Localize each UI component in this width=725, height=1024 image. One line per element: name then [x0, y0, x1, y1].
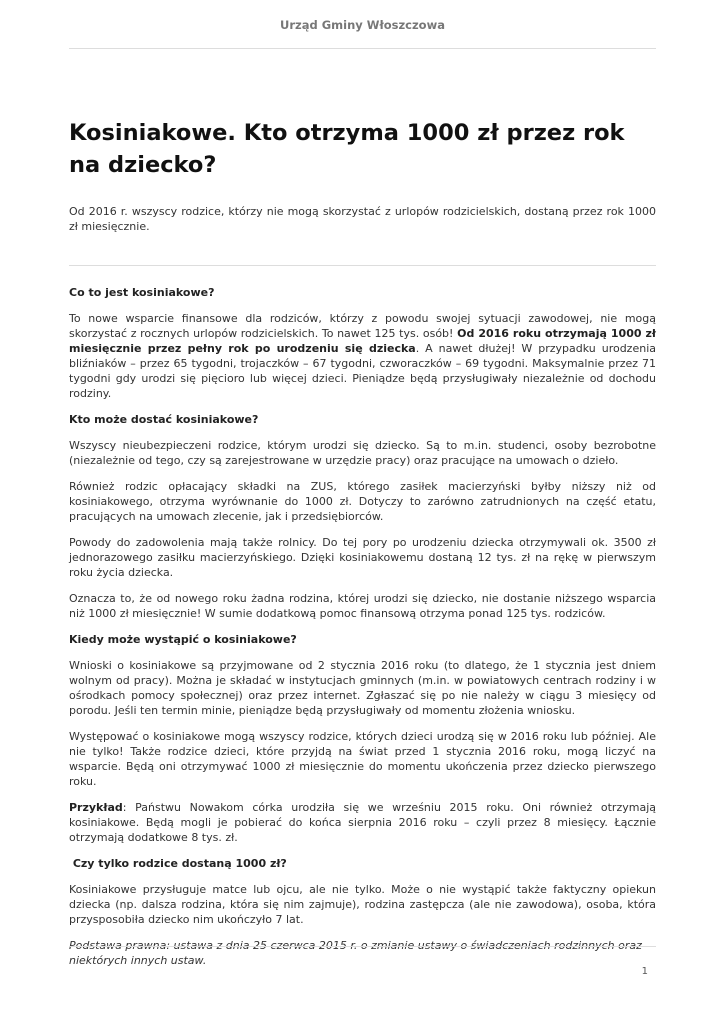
- paragraph: Występować o kosiniakowe mogą wszyscy rodzice, których dzieci urodzą się w 2016 roku lub później. Ale nie tylko! Także rodzice dzieci, które przyjdą na świat przed 1 stycznia 2016 roku, mogą liczyć na wsparcie. Będą oni otrzymywać 1000 zł miesięcznie do momentu ukończenia przez dziecko pierwszego roku.: [69, 730, 656, 788]
- footer-divider: [69, 946, 656, 947]
- page-number: 1: [641, 966, 648, 977]
- divider: [69, 265, 656, 266]
- paragraph: [69, 311, 656, 401]
- paragraph: Powody do zadowolenia mają także rolnicy. Do tej pory po urodzeniu dziecka otrzymywali ok. 3500 zł jednorazowego zasiłku macierzyńskiego. Dzięki kosiniakowemu dostaną 12 tys. zł na rękę w pierwszym roku życia dziecka.: [69, 536, 656, 579]
- legal-basis: Podstawa prawna: ustawa z dnia 25 czerwca 2015 r. o zmianie ustawy o świadczeniach rodzinnych oraz niektórych innych ustaw.: [69, 939, 642, 967]
- paragraph: [69, 800, 656, 845]
- bold-text: Od 2016 roku otrzymają 1000 zł miesięcznie przez pełny rok po urodzeniu się dziecka: [69, 327, 656, 355]
- paragraph: Wszyscy nieubezpieczeni rodzice, którym urodzi się dziecko. Są to m.in. studenci, osoby bezrobotne (niezależnie od tego, czy są zarejestrowane w urzędzie pracy) oraz pracujące na umowach o dzieło.: [69, 439, 656, 467]
- section-heading-who: Kto może dostać kosiniakowe?: [69, 413, 259, 426]
- text-run: To nowe wsparcie finansowe dla rodziców, którzy z powodu swojej sytuacji zawodowej, nie mogą skorzystać z rocznych urlopów rodzicielskich. To nawet 125 tys. osób!: [69, 312, 656, 340]
- paragraph: Kosiniakowe przysługuje matce lub ojcu, ale nie tylko. Może o nie wystąpić także faktyczny opiekun dziecka (np. dalsza rodzina, która się nim zajmuje), rodzina zastępcza (ale nie zawodowa), osoba, która przysposobiła dziecko nim ukończyło 7 lat.: [69, 883, 656, 926]
- paragraph: Wnioski o kosiniakowe są przyjmowane od 2 stycznia 2016 roku (to dlatego, że 1 stycznia jest dniem wolnym od pracy). Można je składać w instytucjach gminnych (m.in. w powiatowych centrach rodziny i w ośrodkach pomocy społecznej) oraz przez internet. Zgłaszać się po nie należy w ciągu 3 miesięcy od porodu. Jeśli ten termin minie, pieniądze będą przysługiwały od momentu złożenia wniosku.: [69, 659, 656, 717]
- paragraph: Również rodzic opłacający składki na ZUS, którego zasiłek macierzyński byłby niższy niż od kosiniakowego, otrzyma wyrównanie do 1000 zł. Dotyczy to zarówno zatrudnionych na część etatu, pracujących na umowach zlecenie, jak i przedsiębiorców.: [69, 480, 656, 523]
- section-heading-only-parents: Czy tylko rodzice dostaną 1000 zł?: [69, 857, 287, 870]
- text-run: . A nawet dłużej! W przypadku urodzenia bliźniaków – przez 65 tygodni, trojaczków – 67 tygodni, czworaczków – 69 tygodni. Maksymalnie przez 71 tygodni gdy urodzi się pięcioro lub więcej dzieci. Pieniądze będą przysługiwały niezależnie od dochodu rodziny.: [69, 342, 656, 400]
- section-heading-when: Kiedy może wystąpić o kosiniakowe?: [69, 633, 297, 646]
- section-heading-what: Co to jest kosiniakowe?: [69, 286, 215, 299]
- bold-text: Przykład: [69, 801, 123, 814]
- article-body: [69, 285, 656, 979]
- article-lead: Od 2016 r. wszyscy rodzice, którzy nie mogą skorzystać z urlopów rodzicielskich, dostaną przez rok 1000 zł miesięcznie.: [69, 205, 656, 233]
- text-run: : Państwu Nowakom córka urodziła się we wrześniu 2015 roku. Oni również otrzymają kosiniakowe. Będą mogli je pobierać do końca sierpnia 2016 roku – czyli przez 8 miesięcy. Łącznie otrzymają dodatkowe 8 tys. zł.: [69, 801, 656, 844]
- header-title: Urząd Gminy Włoszczowa: [280, 18, 445, 32]
- page-header: [69, 14, 656, 49]
- paragraph: Oznacza to, że od nowego roku żadna rodzina, której urodzi się dziecko, nie dostanie niższego wsparcia niż 1000 zł miesięcznie! W sumie dodatkową pomoc finansową otrzyma ponad 125 tys. rodziców.: [69, 592, 656, 620]
- article-title: Kosiniakowe. Kto otrzyma 1000 zł przez rok na dziecko?: [69, 120, 625, 178]
